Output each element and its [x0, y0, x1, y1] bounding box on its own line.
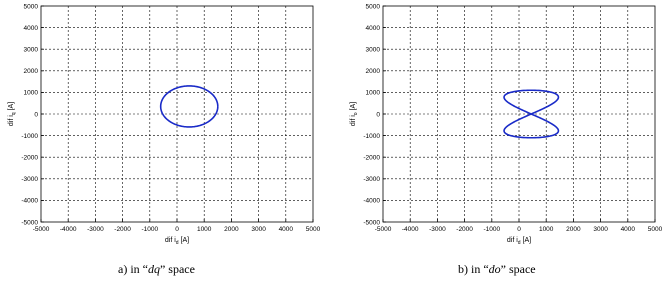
- y-tick-label: 2000: [365, 68, 380, 76]
- x-tick-label: 0: [517, 226, 521, 233]
- caption-a: a) in “dq” space: [118, 262, 195, 276]
- x-tick-label: 2000: [566, 226, 581, 233]
- x-tick-label: 0: [175, 226, 179, 233]
- y-tick-label: -2000: [363, 154, 380, 162]
- y-tick-label: -4000: [363, 197, 380, 205]
- x-tick-label: -3000: [87, 226, 104, 233]
- x-tick-label: 4000: [620, 226, 636, 233]
- x-tick-label: 4000: [278, 226, 294, 233]
- x-tick-label: 3000: [593, 226, 608, 233]
- y-tick-label: 0: [376, 111, 380, 119]
- y-tick-label: 4000: [365, 24, 380, 32]
- y-tick-label: 1000: [365, 89, 380, 97]
- x-tick-label: -2000: [114, 226, 131, 233]
- y-tick-label: 0: [34, 111, 38, 119]
- y-axis-label: dif $i_q$ [A]: [8, 101, 17, 127]
- y-tick-label: -2000: [21, 154, 38, 162]
- x-tick-label: -3000: [429, 226, 446, 233]
- x-tick-label: -1000: [483, 226, 501, 233]
- y-tick-label: -5000: [363, 219, 380, 227]
- x-tick-label: -1000: [141, 226, 159, 233]
- x-axis-label: dif $i_d$ [A]: [164, 237, 190, 246]
- y-tick-label: 3000: [365, 46, 380, 54]
- y-tick-label: 4000: [23, 24, 38, 32]
- y-tick-label: -3000: [21, 176, 38, 184]
- x-tick-label: 5000: [647, 226, 663, 233]
- y-tick-label: 3000: [23, 46, 38, 54]
- y-tick-label: 5000: [23, 3, 38, 11]
- x-tick-label: 5000: [305, 226, 321, 233]
- x-tick-label: -4000: [59, 226, 77, 233]
- y-tick-label: -1000: [363, 132, 380, 140]
- y-tick-label: -1000: [21, 132, 38, 140]
- y-tick-label: 1000: [23, 89, 38, 97]
- y-tick-label: -5000: [21, 219, 38, 227]
- y-axis-label: dif $i_o$ [A]: [350, 101, 359, 127]
- y-tick-label: -3000: [363, 176, 380, 184]
- y-tick-label: -4000: [21, 197, 38, 205]
- x-tick-label: -4000: [401, 226, 419, 233]
- y-tick-label: 5000: [365, 3, 380, 11]
- x-tick-label: -5000: [374, 226, 392, 233]
- chart-dq-space: [8, 3, 321, 246]
- chart-do-space: [350, 3, 663, 246]
- x-tick-label: -2000: [456, 226, 473, 233]
- x-axis-label: dif $i_d$ [A]: [506, 237, 532, 246]
- y-tick-label: 2000: [23, 68, 38, 76]
- x-tick-label: 3000: [251, 226, 266, 233]
- x-tick-label: -5000: [32, 226, 50, 233]
- x-tick-label: 1000: [538, 226, 554, 233]
- x-tick-label: 2000: [224, 226, 239, 233]
- x-tick-label: 1000: [196, 226, 212, 233]
- caption-b: b) in “do” space: [458, 262, 536, 276]
